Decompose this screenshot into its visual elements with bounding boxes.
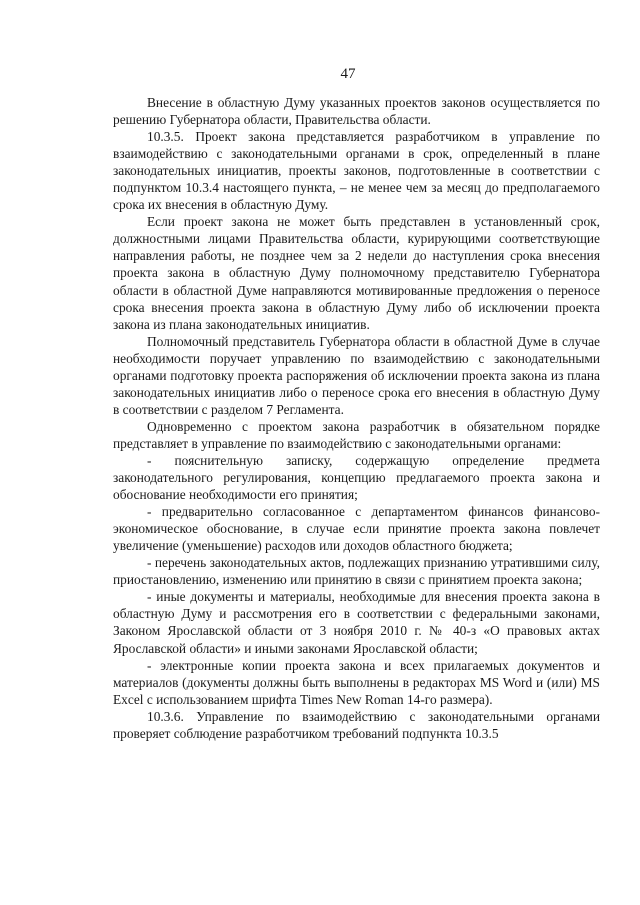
- list-item-explanatory-note: - пояснительную записку, содержащую определение предмета законодательного регулирования, концепцию предлагаемого проекта закона и обоснование необходимости его принятия;: [113, 452, 600, 503]
- paragraph-deadline-postponement: Если проект закона не может быть представлен в установленный срок, должностными лицами Правительства области, курирующими соответствующие направления работы, не позднее чем за 2 недели до наступления срока внесения проекта закона в областную Думу полномочному представителю Губернатора области в областной Думе направляются мотивированные предложения о переносе срока внесения проекта закона в областную Думу либо об исключении проекта закона из плана законодательных инициатив.: [113, 214, 600, 332]
- paragraph-10-3-5: 10.3.5. Проект закона представляется разработчиком в управление по взаимодействию с законодательными органами в срок, определенный в плане законодательных инициатив, проекты законов, подготовленные в соответствии с подпунктом 10.3.4 настоящего пункта, – не менее чем за месяц до предполагаемого срока их внесения в областную Думу.: [113, 129, 600, 213]
- list-item-electronic-copies: - электронные копии проекта закона и всех прилагаемых документов и материалов (документы должны быть выполнены в редакторах MS Word и (или) MS Excel с использованием шрифта Times New Roman 14-го размера).: [113, 657, 600, 707]
- page-number: 47: [340, 66, 356, 82]
- body-text: [113, 94, 600, 742]
- paragraph-representative-instruction: Полномочный представитель Губернатора области в областной Думе в случае необходимости поручает управлению по взаимодействию с законодательными органами подготовку проекта распоряжения об исключении проекта закона из плана законодательных инициатив либо о переносе срока его внесения в областную Думу в соответствии с разделом 7 Регламента.: [113, 333, 600, 417]
- list-item-acts-list: - перечень законодательных актов, подлежащих признанию утратившими силу, приостановлению, изменению или принятию в связи с принятием проекта закона;: [113, 555, 600, 588]
- paragraph-documents-intro: Одновременно с проектом закона разработчик в обязательном порядке представляет в управление по взаимодействию с законодательными органами:: [113, 418, 600, 451]
- paragraph-10-3-6: 10.3.6. Управление по взаимодействию с законодательными органами проверяет соблюдение разработчиком требований подпункта 10.3.5: [113, 708, 600, 741]
- list-item-financial-justification: - предварительно согласованное с департаментом финансов финансово-экономическое обоснование, в случае если принятие проекта закона повлечет увеличение (уменьшение) расходов или доходов областного бюджета;: [113, 504, 600, 554]
- list-item-other-documents: - иные документы и материалы, необходимые для внесения проекта закона в областную Думу и рассмотрения его в соответствии с федеральными законами, Законом Ярославской области от 3 ноября 2010 г. № 40-з «О правовых актах Ярославской области» и иными законами Ярославской области;: [113, 589, 600, 656]
- paragraph-introduction-procedure: Внесение в областную Думу указанных проектов законов осуществляется по решению Губернатора области, Правительства области.: [113, 95, 600, 128]
